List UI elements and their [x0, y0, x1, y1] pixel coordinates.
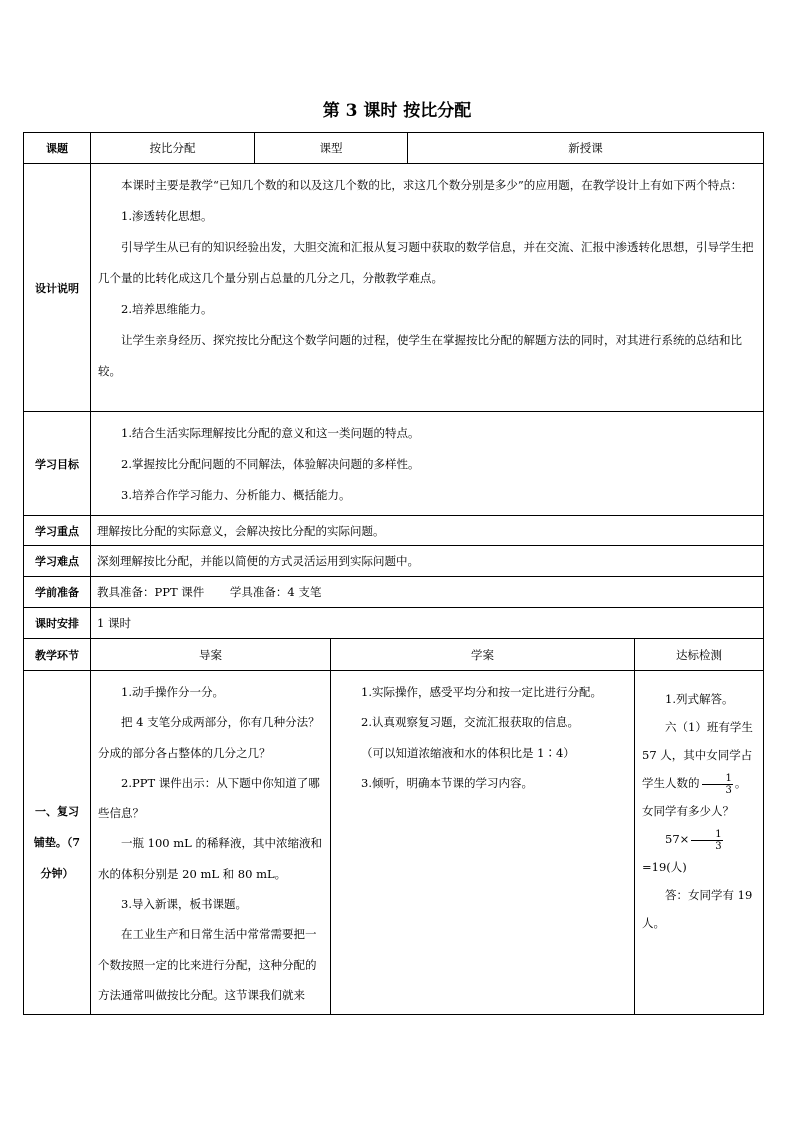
- calc-right: =19(人): [642, 860, 687, 874]
- check-intro: 1.列式解答。: [665, 692, 734, 706]
- stage1-guide: [91, 671, 331, 1015]
- stage1-label-line: 分钟）: [40, 867, 74, 881]
- goal-item: 1.结合生活实际理解按比分配的意义和这一类问题的特点。: [121, 426, 420, 440]
- prep-text: 教具准备：PPT 课件 学具准备：4 支笔: [91, 577, 764, 608]
- design-paragraph: 引导学生从已有的知识经验出发，大胆交流和汇报从复习题中获取的数学信息，并在交流、汇报中渗透转化思想，引导学生把几个量的比转化成这几个量分别占总量的几分之几，分散教学难点。: [98, 240, 754, 285]
- stage-column-header: 教学环节: [24, 639, 91, 671]
- design-label: 设计说明: [24, 164, 91, 412]
- study-paragraph: 3.倾听，明确本节课的学习内容。: [361, 775, 533, 790]
- check-problem-text: 六（1）班有学生 57 人，其中女同学占学生人数的: [642, 720, 753, 790]
- difficulty-row: [24, 546, 764, 577]
- calc-left: 57×: [665, 832, 690, 846]
- design-paragraph: 2.培养思维能力。: [121, 302, 213, 316]
- goals-row: [24, 412, 764, 516]
- design-paragraph: 1.渗透转化思想。: [121, 209, 213, 223]
- design-row: [24, 164, 764, 412]
- design-content: [91, 164, 764, 412]
- topic-row: [24, 133, 764, 164]
- fraction-denominator: 3: [725, 784, 732, 796]
- study-paragraph: （可以知道浓缩液和水的体积比是 1∶4）: [361, 745, 575, 760]
- fraction-numerator: 1: [691, 829, 722, 841]
- schedule-label: 课时安排: [24, 608, 91, 639]
- prep-row: [24, 577, 764, 608]
- focus-label: 学习重点: [24, 516, 91, 546]
- stage1-study: [331, 671, 635, 1015]
- check-problem: [642, 713, 756, 825]
- guide-paragraph: 1.动手操作分一分。: [121, 685, 224, 699]
- study-paragraph: 2.认真观察复习题，交流汇报获取的信息。: [361, 715, 579, 730]
- check-answer: 答：女同学有 19 人。: [642, 888, 753, 930]
- stage1-label-line: 一、复习: [35, 805, 79, 819]
- guide-column-header: 导案: [91, 639, 331, 671]
- check-calculation: [642, 825, 756, 881]
- check-problem-text: 。女同学有多少人？: [642, 776, 747, 818]
- lesson-plan-table: [23, 132, 764, 1015]
- goals-label: 学习目标: [24, 412, 91, 516]
- guide-paragraph: 把 4 支笔分成两部分，你有几种分法？分成的部分各占整体的几分之几？: [98, 715, 320, 760]
- stage1-check: [635, 671, 764, 1015]
- prep-label: 学前准备: [24, 577, 91, 608]
- guide-paragraph: 2.PPT 课件出示：从下题中你知道了哪些信息？: [98, 775, 320, 821]
- design-paragraph: 本课时主要是教学“已知几个数的和以及这几个数的比，求这几个数分别是多少”的应用题，在教学设计上有如下两个特点：: [121, 178, 743, 192]
- guide-paragraph: 在工业生产和日常生活中常常需要把一个数按照一定的比来进行分配，这种分配的方法通常叫做按比分配。这节课我们就来: [98, 927, 317, 1002]
- type-label: 课型: [255, 133, 408, 164]
- section-header-row: [24, 639, 764, 671]
- difficulty-text: 深刻理解按比分配，并能以简便的方式灵活运用到实际问题中。: [91, 546, 764, 577]
- check-column-header: 达标检测: [635, 639, 764, 671]
- topic-label: 课题: [24, 133, 91, 164]
- fraction: [691, 829, 722, 852]
- goal-item: 3.培养合作学习能力、分析能力、概括能力。: [121, 488, 351, 502]
- guide-paragraph: 一瓶 100 mL 的稀释液，其中浓缩液和水的体积分别是 20 mL 和 80 mL。: [98, 836, 322, 881]
- stage1-label-line: 铺垫。（7: [33, 836, 81, 850]
- fraction-denominator: 3: [715, 840, 722, 852]
- fraction: [702, 773, 733, 796]
- study-column-header: 学案: [331, 639, 635, 671]
- schedule-text: 1 课时: [91, 608, 764, 639]
- difficulty-label: 学习难点: [24, 546, 91, 577]
- schedule-row: [24, 608, 764, 639]
- topic-value: 按比分配: [91, 133, 255, 164]
- stage1-row: [24, 671, 764, 1015]
- goals-content: [91, 412, 764, 516]
- goal-item: 2.掌握按比分配问题的不同解法，体验解决问题的多样性。: [121, 457, 420, 471]
- focus-row: [24, 516, 764, 546]
- stage1-label: [24, 671, 91, 1015]
- page-title: 第 3 课时 按比分配: [322, 101, 472, 121]
- design-paragraph: 让学生亲身经历、探究按比分配这个数学问题的过程，使学生在掌握按比分配的解题方法的同时，对其进行系统的总结和比较。: [98, 333, 742, 378]
- focus-text: 理解按比分配的实际意义，会解决按比分配的实际问题。: [91, 516, 764, 546]
- guide-paragraph: 3.导入新课，板书课题。: [121, 897, 247, 912]
- study-paragraph: 1.实际操作，感受平均分和按一定比进行分配。: [361, 685, 602, 699]
- fraction-numerator: 1: [702, 773, 733, 785]
- type-value: 新授课: [408, 133, 764, 164]
